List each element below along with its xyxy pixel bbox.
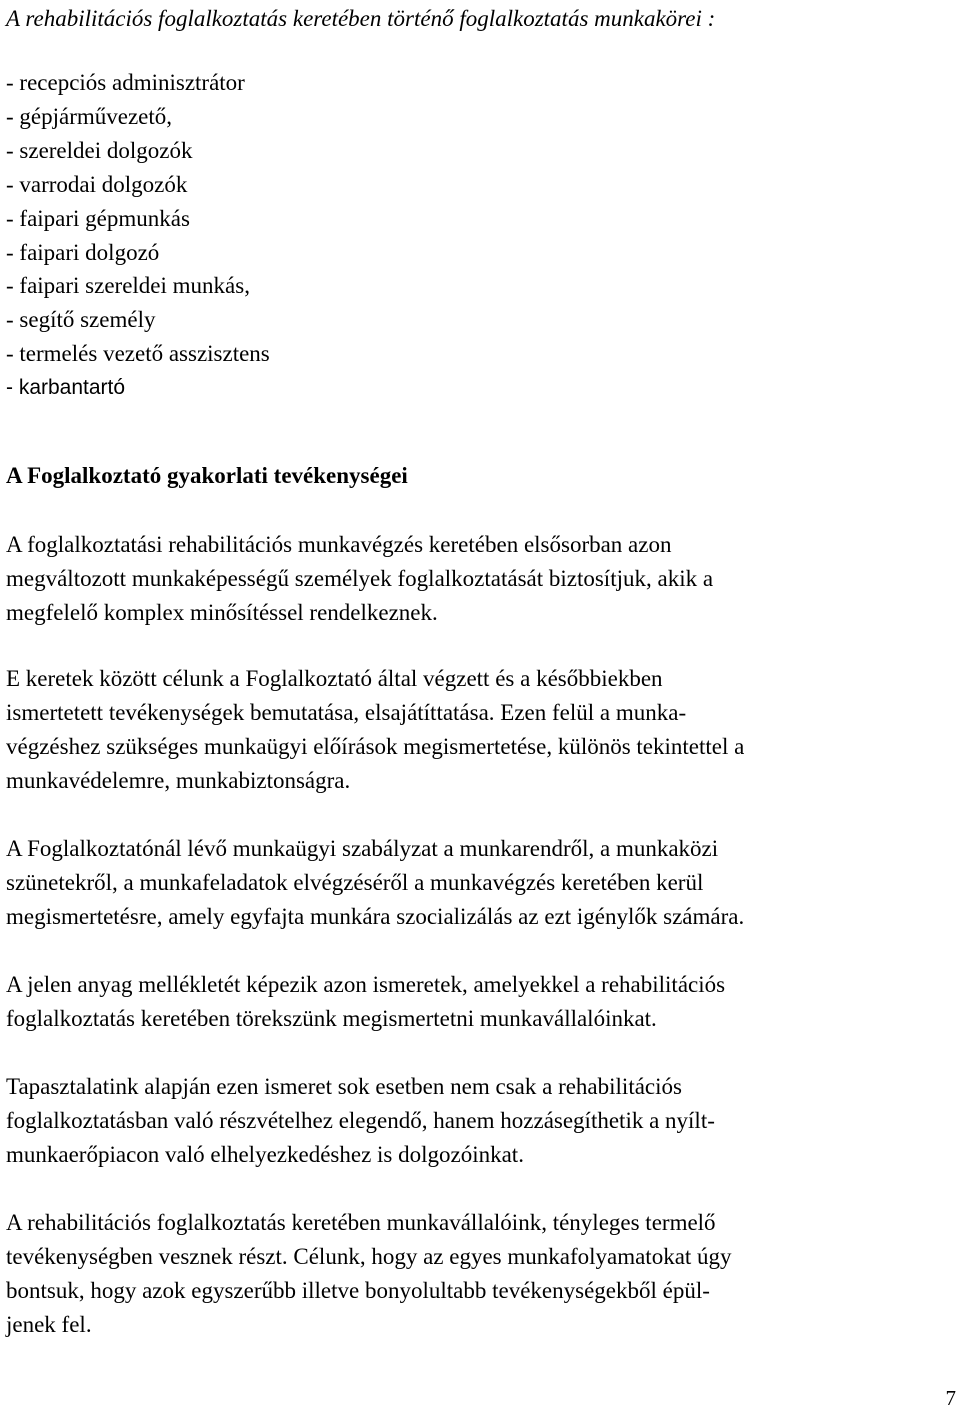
paragraph-2 xyxy=(6,662,958,798)
job-list-item: - recepciós adminisztrátor xyxy=(6,70,245,95)
paragraph-line: foglalkoztatásban való részvételhez elegendő, hanem hozzásegíthetik a nyílt- xyxy=(6,1108,715,1133)
paragraph-line: A jelen anyag mellékletét képezik azon ismeretek, amelyekkel a rehabilitációs xyxy=(6,972,726,997)
paragraph-line: A rehabilitációs foglalkoztatás keretében munkavállalóink, tényleges termelő xyxy=(6,1210,716,1235)
paragraph-line: foglalkoztatás keretében törekszünk megismertetni munkavállalóinkat. xyxy=(6,1006,657,1031)
paragraph-line: jenek fel. xyxy=(6,1312,92,1337)
job-list-item: - varrodai dolgozók xyxy=(6,171,188,197)
job-list-item: - karbantartó xyxy=(6,376,126,400)
paragraph-line: A Foglalkoztatónál lévő munkaügyi szabályzat a munkarendről, a munkaközi xyxy=(6,836,719,861)
paragraph-line: tevékenységben vesznek részt. Célunk, hogy az egyes munkafolyamatokat úgy xyxy=(6,1244,732,1269)
paragraph-4 xyxy=(6,968,958,1036)
job-list-item: - faipari dolgozó xyxy=(6,239,160,265)
paragraph-line: szünetekről, a munkafeladatok elvégzéséről a munkavégzés keretében kerül xyxy=(6,870,704,895)
job-list-item: - faipari gépmunkás xyxy=(6,205,190,231)
paragraph-3 xyxy=(6,832,958,934)
page-number: 7 xyxy=(945,1386,956,1410)
job-list-item: - szereldei dolgozók xyxy=(6,137,193,163)
job-list xyxy=(6,66,270,405)
paragraph-line: munkaerőpiacon való elhelyezkedéshez is dolgozóinkat. xyxy=(6,1142,524,1167)
paragraph-line: megfelelő komplex minősítéssel rendelkeznek. xyxy=(6,600,438,625)
intro-line: A rehabilitációs foglalkoztatás keretében történő foglalkoztatás munkakörei : xyxy=(6,6,716,31)
job-list-item: - segítő személy xyxy=(6,307,156,333)
job-list-item: - termelés vezető asszisztens xyxy=(6,341,270,367)
paragraph-line: megváltozott munkaképességű személyek foglalkoztatását biztosítjuk, akik a xyxy=(6,566,714,591)
section-heading: A Foglalkoztató gyakorlati tevékenységei xyxy=(6,463,408,488)
job-list-item: - faipari szereldei munkás, xyxy=(6,273,250,299)
paragraph-line: ismertetett tevékenységek bemutatása, elsajátíttatása. Ezen felül a munka- xyxy=(6,700,687,725)
paragraph-5 xyxy=(6,1070,958,1172)
paragraph-line: bontsuk, hogy azok egyszerűbb illetve bonyolultabb tevékenységekből épül- xyxy=(6,1278,710,1303)
paragraph-line: A foglalkoztatási rehabilitációs munkavégzés keretében elsősorban azon xyxy=(6,532,672,557)
paragraph-line: végzéshez szükséges munkaügyi előírások megismertetése, különös tekintettel a xyxy=(6,734,745,759)
paragraph-1 xyxy=(6,528,958,630)
paragraph-line: Tapasztalatink alapján ezen ismeret sok esetben nem csak a rehabilitációs xyxy=(6,1074,682,1099)
paragraph-line: munkavédelemre, munkabiztonságra. xyxy=(6,768,351,793)
paragraph-line: megismertetésre, amely egyfajta munkára szocializálás az ezt igénylők számára. xyxy=(6,904,745,929)
job-list-item: - gépjárművezető, xyxy=(6,103,173,129)
paragraph-line: E keretek között célunk a Foglalkoztató által végzett és a későbbiekben xyxy=(6,666,663,691)
paragraph-6 xyxy=(6,1206,958,1342)
